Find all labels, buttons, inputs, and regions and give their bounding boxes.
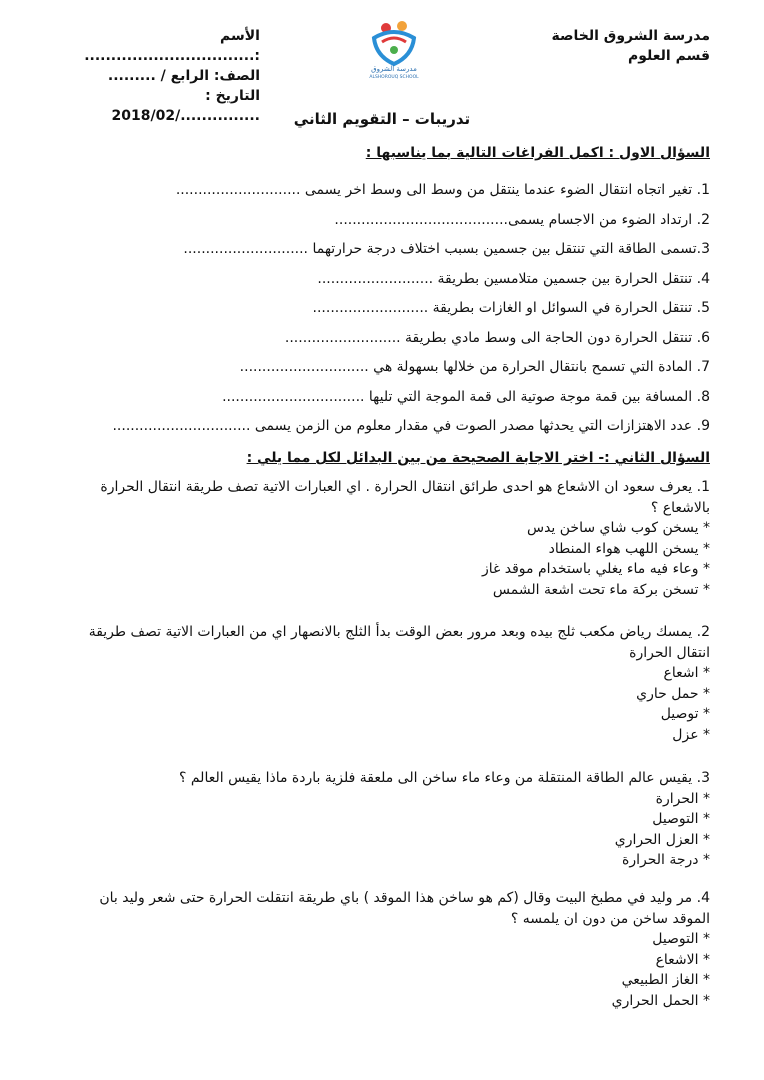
question-stem: 4. مر وليد في مطبخ البيت وقال (كم هو ساخن هذا الموقد ) باي طريقة انتقلت الحرارة حتى شعر وليد بان الموقد ساخن من دون ان يلمسه ؟ xyxy=(99,890,710,927)
mcq-question-3 xyxy=(60,768,710,871)
answer-option: * توصيل xyxy=(660,706,710,722)
answer-option: * حمل حاري xyxy=(636,685,710,702)
answer-option: * يسخن اللهب هواء المنطاد xyxy=(548,540,710,557)
answer-option: * الحمل الحراري xyxy=(611,992,710,1009)
answer-option: * العزل الحراري xyxy=(614,831,710,848)
answer-option: * التوصيل xyxy=(652,811,710,827)
answer-option: * يسخن كوب شاي ساخن يدس xyxy=(526,520,710,536)
question-stem: 3. يقيس عالم الطاقة المنتقلة من وعاء ماء ساخن الى ملعقة فلزية باردة ماذا يقيس العالم ؟ xyxy=(178,770,710,786)
school-header xyxy=(552,26,710,66)
school-logo xyxy=(356,18,432,80)
question-stem: 1. يعرف سعود ان الاشعاع هو احدى طرائق انتقال الحرارة . اي العبارات الاتية تصف طريقة انتقال الحرارة بالاشعاع ؟ xyxy=(100,479,710,516)
answer-option: * درجة الحرارة xyxy=(622,852,710,868)
fill-blank-item: 6. تنتقل الحرارة دون الحاجة الى وسط مادي بطريقة .......................... xyxy=(284,329,710,346)
fill-blank-item: 1. تغير اتجاه انتقال الضوء عندما ينتقل من وسط الى وسط اخر يسمى ............................ xyxy=(175,182,710,198)
question2-heading: السؤال الثاني :- اختر الاجابة الصحيحة من بين البدائل لكل مما يلي : xyxy=(246,450,710,466)
answer-option: * التوصيل xyxy=(652,931,710,947)
answer-option: * وعاء فيه ماء يغلي باستخدام موقد غاز xyxy=(481,561,710,577)
answer-option: * تسخن بركة ماء تحت اشعة الشمس xyxy=(492,581,710,598)
mcq-question-2 xyxy=(60,622,710,745)
fill-blank-item: 3.تسمى الطاقة التي تنتقل بين جسمين بسبب اختلاف درجة حرارتهما ............................ xyxy=(183,241,710,257)
answer-option: * عزل xyxy=(672,726,710,743)
date-field: التاريخ : .............../2018/02 xyxy=(111,88,260,124)
question-stem: 2. يمسك رياض مكعب ثلج بيده وبعد مرور بعض الوقت بدأ الثلج بالانصهار اي من العبارات الاتية تصف طريقة انتقال الحرارة xyxy=(88,624,710,661)
name-field: الأسم :................................ xyxy=(84,28,260,64)
answer-option: * الغاز الطبيعي xyxy=(621,972,710,988)
mcq-question-1 xyxy=(60,477,710,600)
fill-blank-item: 4. تنتقل الحرارة بين جسمين متلامسين بطريقة .......................... xyxy=(317,270,710,287)
fill-blank-item: 7. المادة التي تسمح بانتقال الحرارة من خلالها بسهولة هي ............................. xyxy=(239,359,710,375)
grade-field: الصف: الرابع / ......... xyxy=(107,68,260,84)
department-name: قسم العلوم xyxy=(628,48,710,64)
answer-option: * الحرارة xyxy=(655,790,710,807)
fill-blank-item: 8. المسافة بين قمة موجة صوتية الى قمة الموجة التي تليها ................................ xyxy=(222,388,710,405)
page-title: تدريبات – التقويم الثاني xyxy=(293,110,471,128)
school-name: مدرسة الشروق الخاصة xyxy=(551,28,710,44)
logo-text: مدرسة الشروق xyxy=(371,65,417,73)
answer-option: * اشعاع xyxy=(663,665,710,681)
fill-blank-item: 9. عدد الاهتزازات التي يحدثها مصدر الصوت في مقدار معلوم من الزمن يسمى ............................... xyxy=(112,418,710,434)
answer-option: * الاشعاع xyxy=(655,951,710,968)
mcq-question-4 xyxy=(60,888,710,1011)
logo-subtext: ALSHOROUQ SCHOOL xyxy=(369,75,419,80)
fill-blank-item: 2. ارتداد الضوء من الاجسام يسمى....................................... xyxy=(334,211,710,228)
fill-blanks-list xyxy=(60,180,710,446)
question1-heading: السؤال الاول : اكمل الفراغات التالية بما يناسبها : xyxy=(365,145,710,161)
fill-blank-item: 5. تنتقل الحرارة في السوائل او الغازات بطريقة .......................... xyxy=(312,300,710,316)
